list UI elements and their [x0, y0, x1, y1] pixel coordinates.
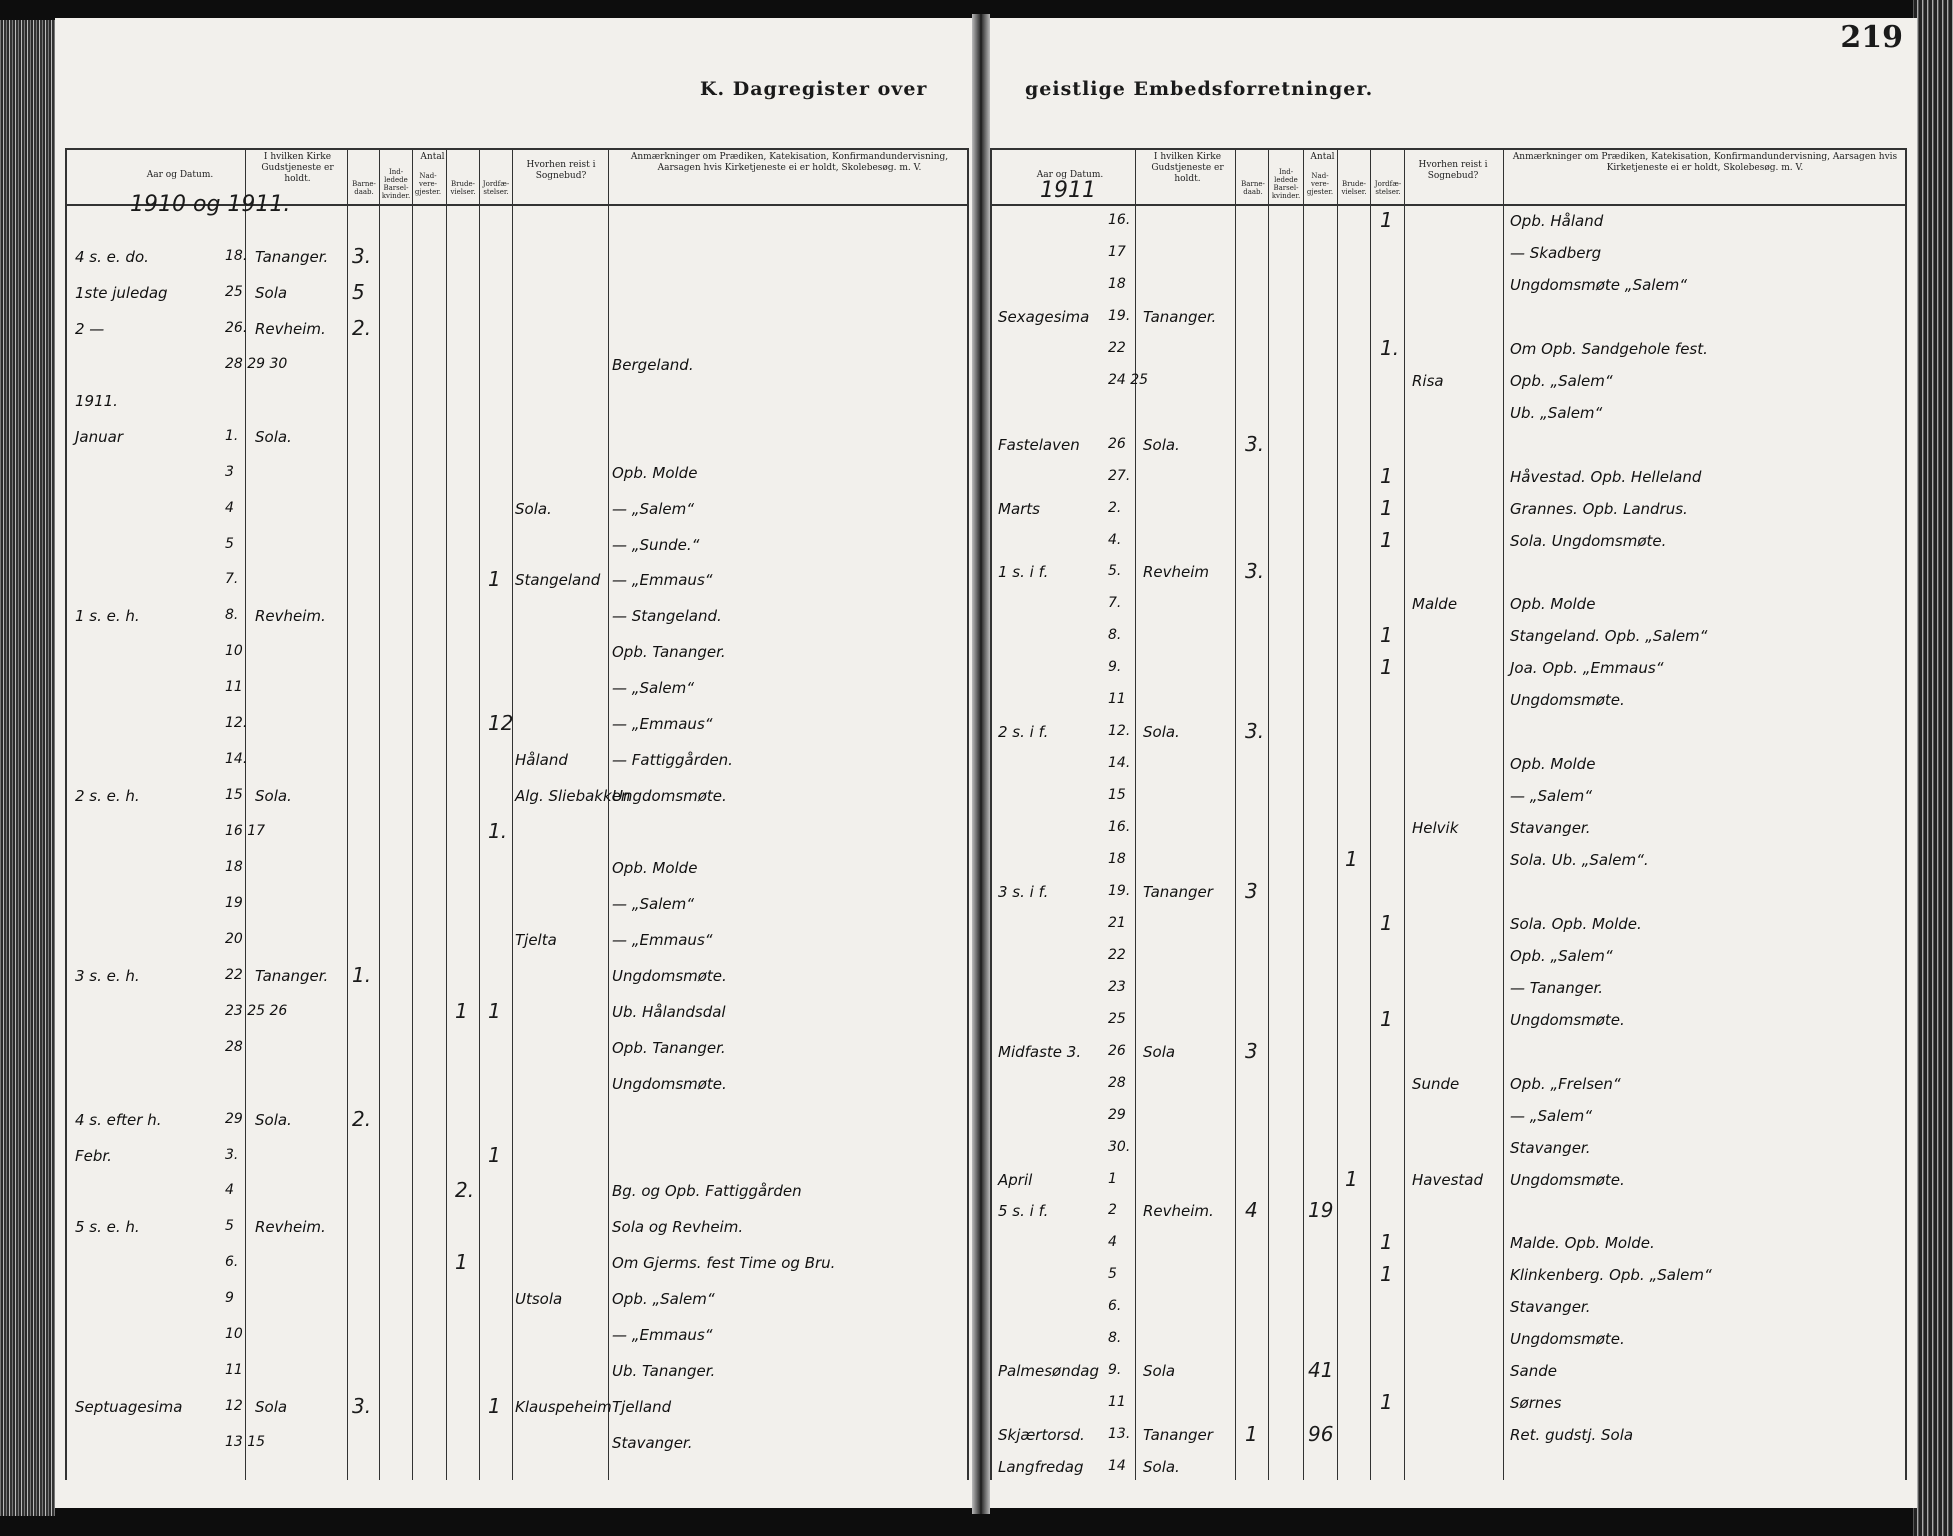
header-burials-left: Jordfæ-stelser.	[482, 180, 510, 196]
day-number: 21	[1108, 914, 1126, 931]
day-number: 10	[225, 643, 243, 660]
date-label: 2 —	[75, 319, 105, 338]
remark-text: Håvestad. Opb. Helleland	[1510, 467, 1702, 486]
remark-text: Ungdomsmøte „Salem“	[1510, 275, 1688, 294]
remark-text: — Fattiggården.	[612, 751, 733, 770]
remark-text: Ungdomsmøte.	[1510, 1170, 1625, 1189]
day-number: 26	[1108, 435, 1126, 452]
date-label: 1ste juledag	[75, 283, 168, 302]
burial-count: 1	[1380, 910, 1393, 935]
remark-text: Tjelland	[612, 1398, 672, 1417]
travel-destination: Håland	[515, 751, 568, 770]
wedding-count: 1	[1345, 847, 1358, 871]
day-number: 22	[1108, 946, 1126, 963]
remark-text: Bergeland.	[612, 355, 694, 374]
header-churched-right: Ind-ledede Barsel-kvinder.	[1271, 168, 1301, 200]
burial-count: 1	[488, 998, 501, 1023]
date-label: 1911.	[75, 391, 118, 410]
remark-text: Stavanger.	[612, 1434, 693, 1453]
travel-destination: Stangeland	[515, 571, 601, 590]
communicant-count: 96	[1308, 1422, 1334, 1447]
date-label: Palmesøndag	[998, 1362, 1099, 1381]
day-number: 18	[1108, 275, 1126, 292]
day-number: 26	[1108, 1042, 1126, 1059]
remark-text: Ungdomsmøte.	[612, 966, 727, 985]
column-rule	[1503, 148, 1504, 1480]
church-name: Sola.	[1143, 723, 1180, 742]
day-number: 19	[225, 894, 243, 911]
day-number: 30.	[1108, 1138, 1131, 1155]
remark-text: Om Opb. Sandgehole fest.	[1510, 339, 1708, 358]
day-number: 25	[1108, 1010, 1126, 1027]
day-number: 26.	[225, 319, 248, 336]
remark-text: Ungdomsmøte.	[612, 1074, 727, 1093]
baptism-count: 4	[1245, 1198, 1258, 1223]
day-number: 8.	[225, 607, 239, 624]
date-label: Febr.	[75, 1146, 112, 1165]
church-name: Tananger.	[1143, 307, 1217, 326]
header-travel-left: Hvorhen reist i Sognebud?	[526, 160, 596, 181]
church-name: Sola	[1143, 1042, 1176, 1061]
header-remarks-left: Anmærkninger om Prædiken, Katekisation, Konfirmandundervisning, Aarsagen hvis Kirketjeneste ei er holdt, Skolebesøg. m. V.	[630, 152, 949, 173]
remark-text: — Stangeland.	[612, 607, 722, 626]
column-rule	[412, 148, 413, 1480]
date-label: April	[998, 1170, 1033, 1189]
day-number: 7.	[1108, 595, 1122, 612]
date-label: 5 s. i f.	[998, 1202, 1049, 1221]
date-label: 5 s. e. h.	[75, 1218, 140, 1237]
remark-text: Opb. „Frelsen“	[1510, 1074, 1621, 1093]
burial-count: 1	[1380, 655, 1393, 680]
wedding-count: 1	[455, 1250, 468, 1275]
day-number: 4	[225, 1182, 234, 1199]
travel-destination: Malde	[1412, 595, 1458, 614]
date-label: 3 s. i f.	[998, 882, 1049, 901]
remark-text: — „Emmaus“	[612, 1326, 713, 1345]
travel-destination: Helvik	[1412, 819, 1459, 838]
column-rule	[1268, 148, 1269, 1480]
date-label: 2 s. i f.	[998, 723, 1049, 742]
day-number: 1	[1108, 1170, 1117, 1187]
right-page-title: geistlige Embedsforretninger.	[1025, 78, 1374, 100]
remark-text: Malde. Opb. Molde.	[1510, 1234, 1655, 1253]
wedding-count: 1	[455, 998, 468, 1023]
day-number: 10	[225, 1326, 243, 1343]
column-rule	[512, 148, 513, 1480]
date-label: 2 s. e. h.	[75, 787, 140, 806]
church-name: Tananger	[1143, 882, 1213, 901]
date-label: 3 s. e. h.	[75, 966, 140, 985]
burial-count: 1	[488, 1394, 501, 1419]
remark-text: Opb. „Salem“	[1510, 371, 1613, 390]
church-name: Sola.	[255, 787, 292, 806]
column-rule	[1235, 148, 1236, 1480]
header-church-left: I hvilken Kirke Gudstjeneste er holdt.	[261, 152, 334, 184]
day-number: 6.	[225, 1254, 239, 1271]
day-number: 3.	[225, 1146, 239, 1163]
baptism-count: 2.	[352, 1106, 372, 1131]
travel-destination: Tjelta	[515, 930, 557, 949]
burial-count: 1	[1380, 208, 1393, 232]
baptism-count: 3	[1245, 878, 1258, 903]
day-number: 23 25 26	[225, 1002, 288, 1019]
left-page-edges	[0, 20, 55, 1516]
day-number: 13.	[1108, 1426, 1131, 1443]
burial-count: 1	[1380, 1262, 1393, 1287]
church-name: Revheim.	[1143, 1202, 1214, 1221]
day-number: 3	[225, 463, 234, 480]
remark-text: — Tananger.	[1510, 978, 1604, 997]
year-left: 1910 og 1911.	[130, 192, 291, 217]
column-rule	[990, 148, 992, 1480]
day-number: 19.	[1108, 307, 1131, 324]
remark-text: Grannes. Opb. Landrus.	[1510, 499, 1688, 518]
communicant-count: 19	[1308, 1198, 1334, 1223]
day-number: 5.	[1108, 563, 1122, 580]
remark-text: Sola. Opb. Molde.	[1510, 914, 1642, 933]
day-number: 4	[1108, 1234, 1117, 1251]
header-top-rule-right	[990, 148, 1905, 150]
column-rule	[967, 148, 969, 1480]
burial-count: 1	[488, 1142, 501, 1167]
church-name: Sola.	[255, 1110, 292, 1129]
header-baptized-left: Barne-daab.	[352, 180, 376, 196]
date-label: Sexagesima	[998, 307, 1090, 326]
date-label: 1 s. e. h.	[75, 607, 140, 626]
column-rule	[65, 148, 67, 1480]
church-name: Sola.	[1143, 435, 1180, 454]
wedding-count: 2.	[455, 1178, 475, 1203]
header-church-right: I hvilken Kirke Gudstjeneste er holdt.	[1151, 152, 1224, 184]
day-number: 22	[1108, 339, 1126, 356]
church-name: Revheim.	[255, 1218, 326, 1237]
remark-text: Opb. Molde	[1510, 595, 1596, 614]
date-label: Januar	[75, 427, 123, 446]
day-number: 8.	[1108, 1330, 1122, 1347]
church-name: Revheim.	[255, 319, 326, 338]
day-number: 27.	[1108, 467, 1131, 484]
church-name: Revheim	[1143, 563, 1210, 582]
church-name: Revheim.	[255, 607, 326, 626]
remark-text: — „Salem“	[1510, 787, 1593, 806]
day-number: 14.	[1108, 755, 1131, 772]
header-weddings-left: Brude-vielser.	[450, 180, 476, 196]
remark-text: Ret. gudstj. Sola	[1510, 1426, 1634, 1445]
day-number: 29	[225, 1110, 243, 1127]
day-number: 2	[1108, 1202, 1117, 1219]
burial-count: 1	[488, 567, 501, 592]
column-rule	[446, 148, 447, 1480]
day-number: 18	[225, 859, 243, 875]
baptism-count: 3.	[352, 1394, 372, 1419]
day-number: 20	[225, 930, 243, 947]
column-rule	[1370, 148, 1371, 1480]
day-number: 28	[1108, 1074, 1126, 1091]
date-label: 4 s. e. do.	[75, 248, 149, 266]
remark-text: — „Emmaus“	[612, 715, 713, 734]
baptism-count: 3.	[1245, 719, 1265, 744]
burial-count: 1.	[488, 819, 508, 844]
day-number: 1.	[225, 427, 239, 444]
remark-text: — „Salem“	[1510, 1106, 1593, 1125]
church-name: Sola	[255, 1398, 288, 1417]
remark-text: Opb. Tananger.	[612, 1038, 726, 1057]
remark-text: Opb. Molde	[1510, 755, 1596, 774]
travel-destination: Utsola	[515, 1290, 563, 1309]
year-right: 1911	[1040, 178, 1096, 203]
column-rule	[1303, 148, 1304, 1480]
church-name: Tananger	[1143, 1426, 1213, 1445]
remark-text: Opb. Molde	[612, 463, 698, 482]
day-number: 6.	[1108, 1298, 1122, 1315]
day-number: 5	[225, 535, 234, 552]
remark-text: Sola. Ungdomsmøte.	[1510, 531, 1667, 550]
day-number: 25	[225, 283, 243, 300]
remark-text: Sande	[1510, 1362, 1557, 1381]
day-number: 18.	[225, 248, 248, 264]
day-number: 9	[225, 1290, 234, 1307]
column-rule	[1135, 148, 1136, 1480]
day-number: 16 17	[225, 823, 266, 840]
day-number: 13 15	[225, 1434, 266, 1451]
burial-count: 1	[1380, 527, 1393, 552]
travel-destination: Sunde	[1412, 1074, 1460, 1093]
remark-text: Joa. Opb. „Emmaus“	[1510, 659, 1664, 678]
day-number: 9.	[1108, 659, 1122, 676]
church-name: Tananger.	[255, 966, 329, 985]
date-label: 4 s. efter h.	[75, 1110, 162, 1129]
day-number: 11	[1108, 691, 1126, 708]
day-number: 9.	[1108, 1362, 1122, 1379]
church-name: Sola.	[255, 427, 292, 446]
remark-text: Opb. Håland	[1510, 212, 1604, 230]
day-number: 7.	[225, 571, 239, 588]
header-communicants-right: Nad-vere-gjester.	[1306, 172, 1334, 196]
travel-destination: Klauspeheim	[515, 1398, 612, 1417]
burial-count: 1	[1380, 495, 1393, 520]
header-communicants-left: Nad-vere-gjester.	[414, 172, 442, 196]
remark-text: — „Salem“	[612, 679, 695, 698]
baptism-count: 5	[352, 279, 365, 304]
remark-text: Opb. „Salem“	[1510, 946, 1613, 965]
header-antal-right: Antal	[1310, 152, 1335, 162]
day-number: 24 25	[1108, 371, 1149, 388]
day-number: 12	[225, 1398, 243, 1415]
baptism-count: 1	[1245, 1422, 1258, 1447]
day-number: 23	[1108, 978, 1126, 995]
baptism-count: 2.	[352, 315, 372, 340]
header-date-right: Aar og Datum.	[1036, 170, 1104, 180]
remark-text: Om Gjerms. fest Time og Bru.	[612, 1254, 836, 1273]
header-bottom-rule-right	[990, 204, 1905, 206]
date-label: Marts	[998, 499, 1040, 518]
column-rule	[347, 148, 348, 1480]
remark-text: — „Salem“	[612, 499, 695, 518]
remark-text: — „Emmaus“	[612, 571, 713, 590]
column-rule	[608, 148, 609, 1480]
header-top-rule-left	[65, 148, 967, 150]
header-travel-right: Hvorhen reist i Sognebud?	[1418, 160, 1488, 181]
date-label: Skjærtorsd.	[998, 1426, 1085, 1445]
date-label: Midfaste 3.	[998, 1042, 1082, 1061]
day-number: 15	[1108, 787, 1126, 804]
day-number: 17	[1108, 243, 1126, 260]
burial-count: 1	[1380, 1390, 1393, 1415]
baptism-count: 3	[1245, 1038, 1258, 1063]
baptism-count: 3.	[352, 244, 372, 268]
remark-text: Ungdomsmøte.	[1510, 691, 1625, 710]
remark-text: — Skadberg	[1510, 243, 1602, 262]
baptism-count: 3.	[1245, 559, 1265, 584]
book-gutter	[972, 14, 990, 1514]
header-churched-left: Ind-ledede Barsel-kvinder.	[381, 168, 411, 200]
remark-text: Stavanger.	[1510, 1138, 1591, 1157]
day-number: 4	[225, 499, 234, 516]
day-number: 4.	[1108, 531, 1122, 548]
day-number: 29	[1108, 1106, 1126, 1123]
wedding-count: 1	[1345, 1166, 1358, 1191]
remark-text: Ungdomsmøte.	[1510, 1330, 1625, 1349]
remark-text: Ungdomsmøte.	[612, 787, 727, 806]
day-number: 11	[225, 679, 243, 696]
header-burials-right: Jordfæ-stelser.	[1374, 180, 1402, 196]
burial-count: 1	[1380, 463, 1393, 488]
remark-text: — „Salem“	[612, 894, 695, 913]
day-number: 5	[225, 1218, 234, 1235]
remark-text: Opb. Molde	[612, 859, 698, 877]
remark-text: Sørnes	[1510, 1394, 1562, 1413]
day-number: 12.	[1108, 723, 1131, 740]
column-rule	[1337, 148, 1338, 1480]
remark-text: Ub. Hålandsdal	[612, 1002, 726, 1021]
church-name: Sola	[255, 283, 288, 302]
remark-text: Ub. Tananger.	[612, 1362, 716, 1381]
right-page-edges	[1913, 0, 1953, 1536]
header-weddings-right: Brude-vielser.	[1341, 180, 1367, 196]
remark-text: Sola og Revheim.	[612, 1218, 744, 1237]
remark-text: Opb. „Salem“	[612, 1290, 715, 1309]
day-number: 16.	[1108, 212, 1131, 228]
communicant-count: 41	[1308, 1358, 1334, 1383]
remark-text: Klinkenberg. Opb. „Salem“	[1510, 1266, 1712, 1285]
day-number: 11	[225, 1362, 243, 1379]
day-number: 15	[225, 787, 243, 804]
travel-destination: Alg. Sliebakken	[515, 787, 631, 806]
column-rule	[1905, 148, 1907, 1480]
day-number: 14.	[225, 751, 248, 768]
day-number: 28 29 30	[225, 355, 288, 372]
header-baptized-right: Barne-daab.	[1241, 180, 1265, 196]
remark-text: Ungdomsmøte.	[1510, 1010, 1625, 1029]
burial-count: 1	[1380, 623, 1393, 648]
remark-text: Stangeland. Opb. „Salem“	[1510, 627, 1708, 646]
remark-text: Bg. og Opb. Fattiggården	[612, 1182, 802, 1201]
day-number: 5	[1108, 1266, 1117, 1283]
baptism-count: 3.	[1245, 431, 1265, 456]
column-rule	[1404, 148, 1405, 1480]
day-number: 18	[1108, 851, 1126, 867]
header-date-left: Aar og Datum.	[146, 170, 214, 180]
column-rule	[245, 148, 246, 1480]
church-name: Sola.	[1143, 1458, 1180, 1477]
burial-count: 12	[488, 711, 514, 736]
church-name: Sola	[1143, 1362, 1176, 1381]
day-number: 28	[225, 1038, 243, 1055]
travel-destination: Sola.	[515, 499, 552, 518]
day-number: 22	[225, 966, 243, 983]
travel-destination: Havestad	[1412, 1170, 1483, 1189]
header-antal-left: Antal	[420, 152, 445, 162]
date-label: Septuagesima	[75, 1398, 183, 1417]
day-number: 12.	[225, 715, 248, 732]
column-rule	[479, 148, 480, 1480]
date-label: Langfredag	[998, 1458, 1084, 1477]
burial-count: 1	[1380, 1230, 1393, 1255]
day-number: 8.	[1108, 627, 1122, 644]
header-remarks-right: Anmærkninger om Prædiken, Katekisation, Konfirmandundervisning, Aarsagen hvis Kirketjeneste ei er holdt, Skolebesøg. m. V.	[1512, 152, 1898, 173]
day-number: 11	[1108, 1394, 1126, 1411]
remark-text: Opb. Tananger.	[612, 643, 726, 662]
left-page-title: K. Dagregister over	[700, 78, 928, 100]
remark-text: Stavanger.	[1510, 1298, 1591, 1317]
day-number: 14	[1108, 1458, 1126, 1475]
remark-text: Ub. „Salem“	[1510, 403, 1603, 422]
burial-count: 1.	[1380, 335, 1400, 360]
remark-text: — „Emmaus“	[612, 930, 713, 949]
remark-text: Stavanger.	[1510, 819, 1591, 838]
date-label: 1 s. i f.	[998, 563, 1049, 582]
day-number: 19.	[1108, 882, 1131, 899]
travel-destination: Risa	[1412, 371, 1444, 390]
day-number: 16.	[1108, 819, 1131, 836]
day-number: 2.	[1108, 499, 1122, 516]
burial-count: 1	[1380, 1006, 1393, 1031]
date-label: Fastelaven	[998, 435, 1080, 454]
remark-text: Sola. Ub. „Salem“.	[1510, 851, 1649, 869]
column-rule	[379, 148, 380, 1480]
page-number: 219	[1840, 20, 1903, 55]
baptism-count: 1.	[352, 962, 372, 987]
remark-text: — „Sunde.“	[612, 535, 700, 554]
church-name: Tananger.	[255, 248, 329, 266]
